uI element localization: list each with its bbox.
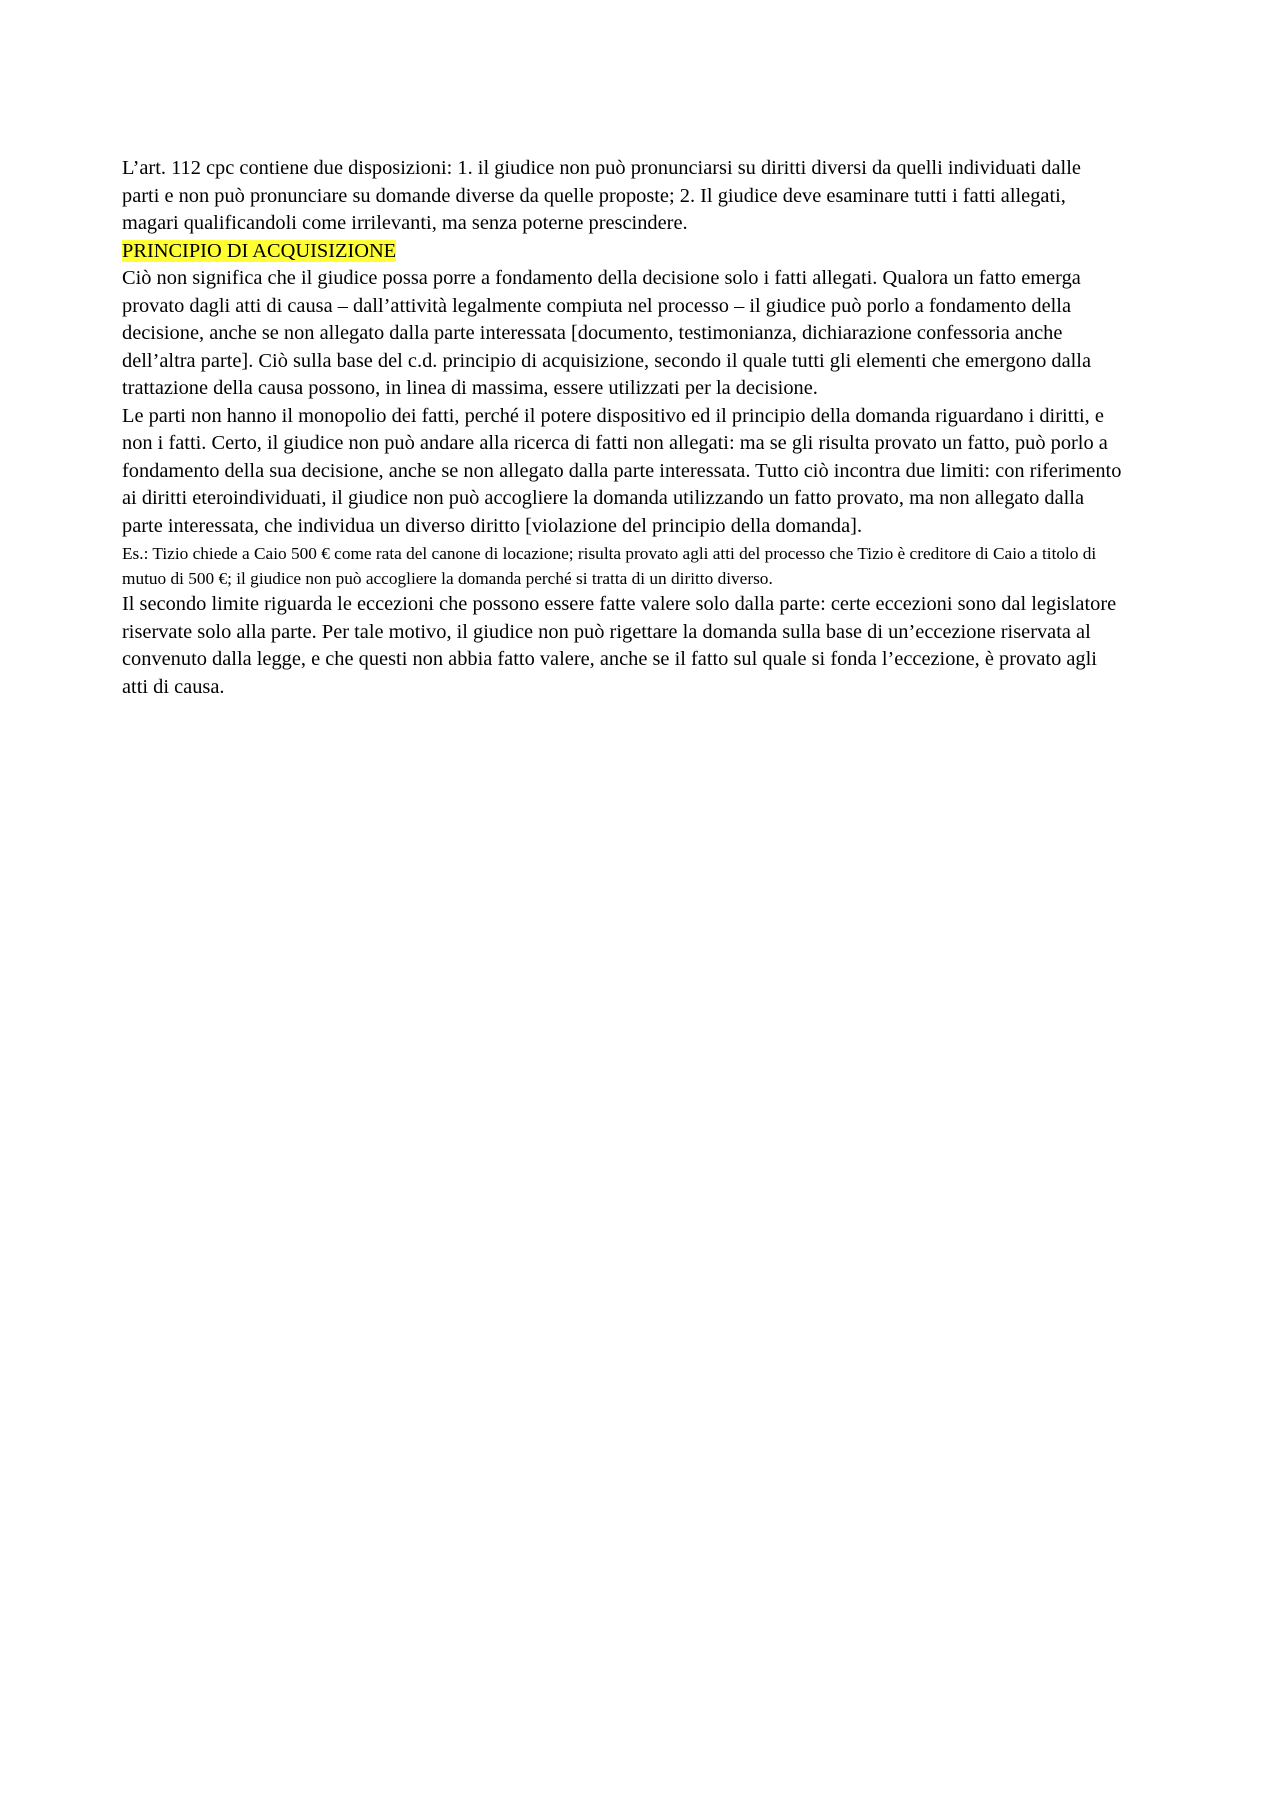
example-paragraph: Es.: Tizio chiede a Caio 500 € come rata del canone di locazione; risulta provato agli atti del processo che Tizio è creditore di Caio a titolo di mutuo di 500 €; il giudice non può accogliere la domanda perché si tratta di un diritto diverso. (122, 544, 1097, 588)
paragraph-principio-acquisizione: Ciò non significa che il giudice possa porre a fondamento della decisione solo i fatti allegati. Qualora un fatto emerga provato dagli atti di causa – dall’attività legalmente compiuta nel processo – il giudice può porlo a fondamento della decisione, anche se non allegato dalla parte interessata [documento, testimonianza, dichiarazione confessoria anche dell’altra parte]. Ciò sulla base del c.d. principio di acquisizione, secondo il quale tutti gli elementi che emergono dalla trattazione della causa possono, in linea di massima, essere utilizzati per la decisione. (122, 267, 1092, 399)
paragraph-monopolio-fatti: Le parti non hanno il monopolio dei fatti, perché il potere dispositivo ed il principio della domanda riguardano i diritti, e non i fatti. Certo, il giudice non può andare alla ricerca di fatti non allegati: ma se gli risulta provato un fatto, può porlo a fondamento della sua decisione, anche se non allegato dalla parte interessata. Tutto ciò incontra due limiti: con riferimento ai diritti eteroindividuati, il giudice non può accogliere la domanda utilizzando un fatto provato, ma non allegato dalla parte interessata, che individua un diverso diritto [violazione del principio della domanda]. (122, 404, 1122, 537)
section-heading (122, 238, 1122, 266)
highlighted-heading-text: PRINCIPIO DI ACQUISIZIONE (122, 239, 397, 262)
paragraph-secondo-limite: Il secondo limite riguarda le eccezioni che possono essere fatte valere solo dalla parte: certe eccezioni sono dal legislatore riservate solo alla parte. Per tale motivo, il giudice non può rigettare la domanda sulla base di un’eccezione riservata al convenuto dalla legge, e che questi non abbia fatto valere, anche se il fatto sul quale si fonda l’eccezione, è provato agli atti di causa. (122, 593, 1117, 698)
paragraph-art-112: L’art. 112 cpc contiene due disposizioni: 1. il giudice non può pronunciarsi su diritti diversi da quelli individuati dalle parti e non può pronunciare su domande diverse da quelle proposte; 2. Il giudice deve esaminare tutti i fatti allegati, magari qualificandoli come irrilevanti, ma senza poterne prescindere. (122, 157, 1081, 234)
document-body (122, 155, 1122, 701)
